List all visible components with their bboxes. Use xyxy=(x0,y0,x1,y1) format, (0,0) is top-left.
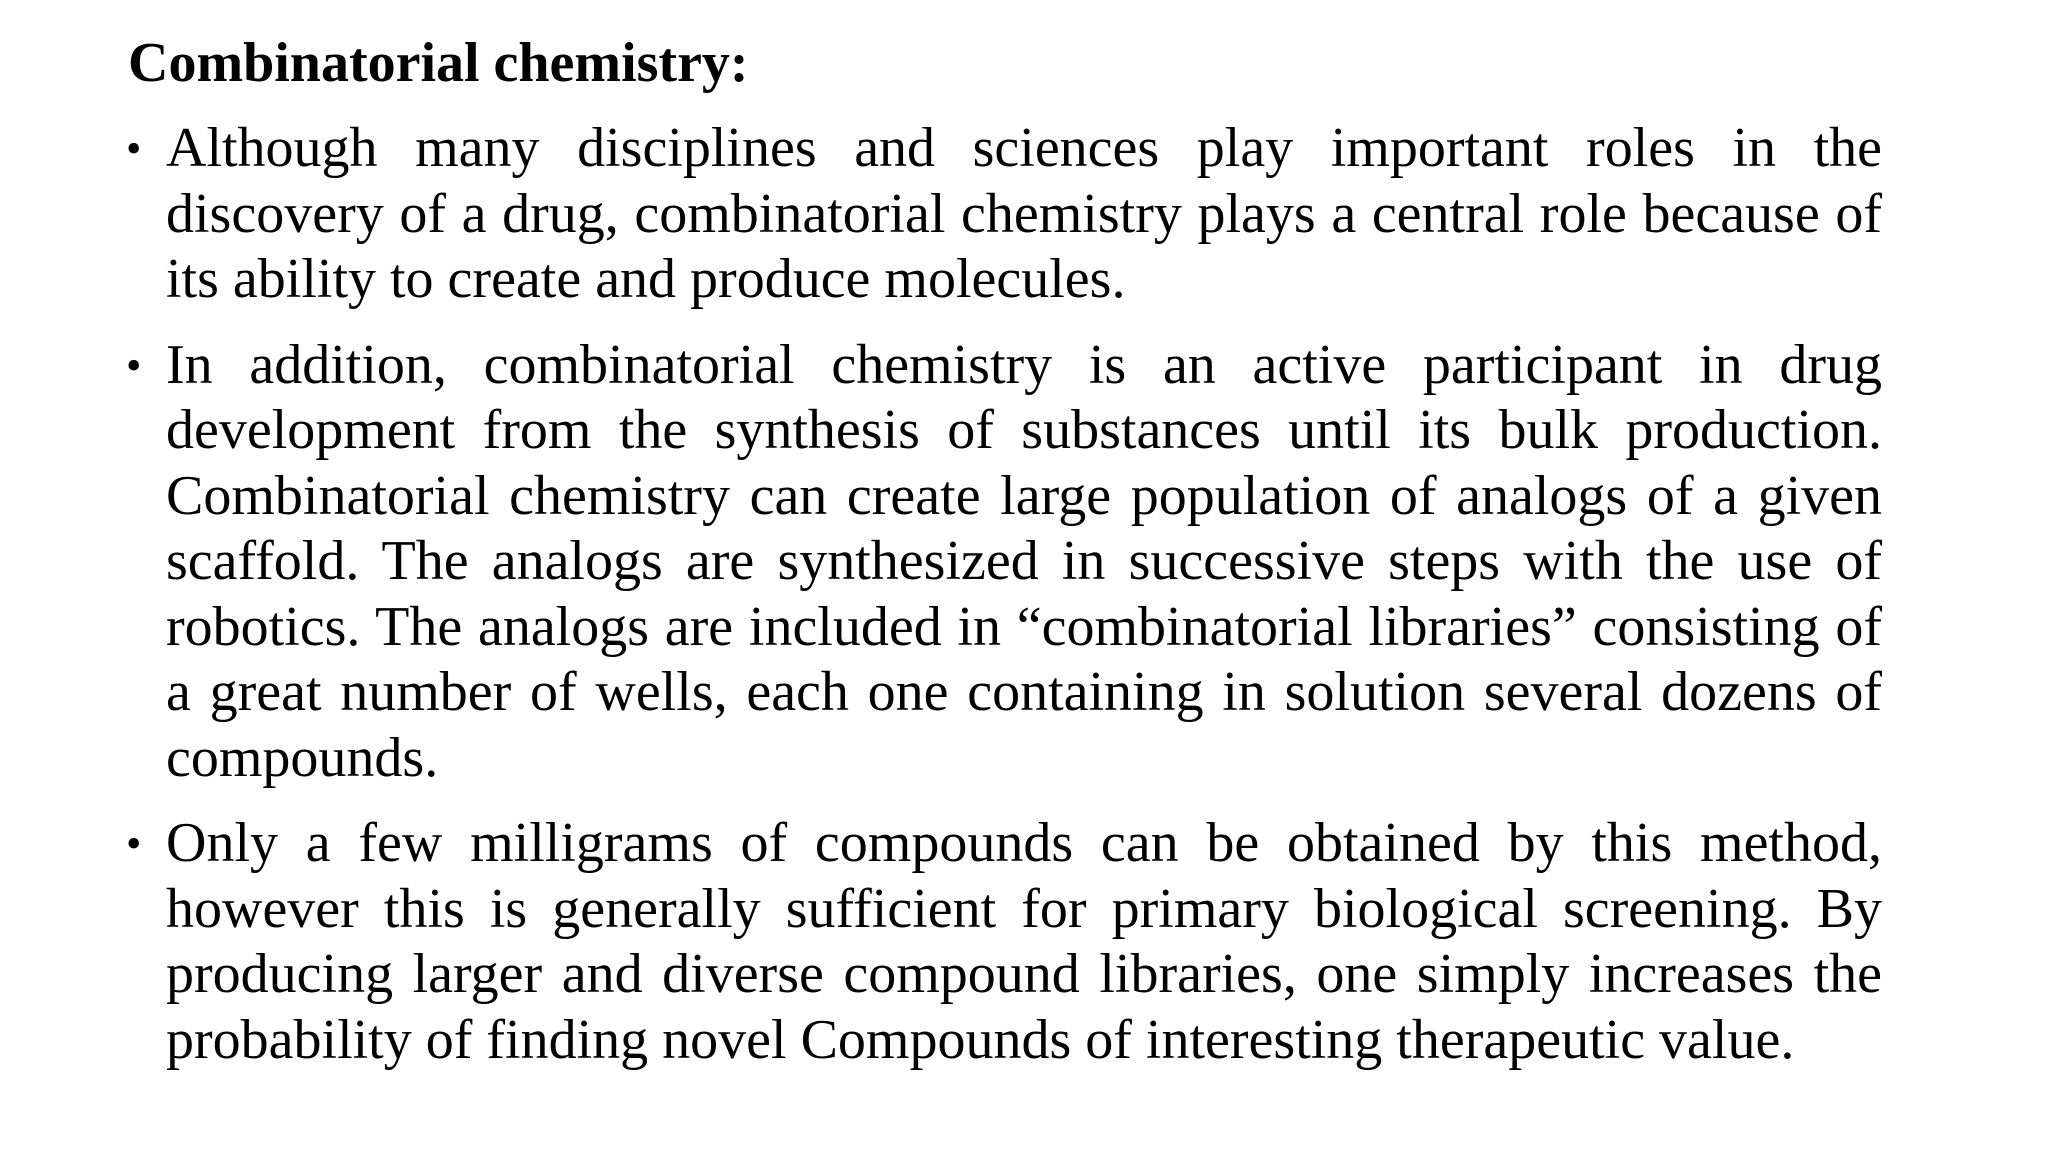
bullet-list xyxy=(128,116,1882,1093)
bullet-item xyxy=(128,116,1882,313)
bullet-dot-icon: • xyxy=(126,340,142,390)
bullet-text: Although many disciplines and sciences play important roles in the discovery of a drug, combinatorial chemistry plays a central role because of its ability to create and produce molecules. xyxy=(166,117,1882,310)
slide-heading: Combinatorial chemistry: xyxy=(128,32,749,94)
bullet-dot-icon: • xyxy=(126,124,142,173)
bullet-item xyxy=(128,811,1882,1073)
bullet-item xyxy=(128,333,1882,792)
bullet-text: In addition, combinatorial chemistry is an active participant in drug development from the synthesis of substances until its bulk production. Combinatorial chemistry can create large population of analogs of a given scaffold. The analogs are synthesized in successive steps with the use of robotics. The analogs are included in “combinatorial libraries” consisting of a great number of wells, each one containing in solution several dozens of compounds. xyxy=(166,333,1882,789)
bullet-dot-icon: • xyxy=(126,819,142,868)
bullet-text: Only a few milligrams of compounds can be obtained by this method, however this is generally sufficient for primary biological screening. By producing larger and diverse compound libraries, one simply increases the probability of finding novel Compounds of interesting therapeutic value. xyxy=(166,812,1882,1071)
